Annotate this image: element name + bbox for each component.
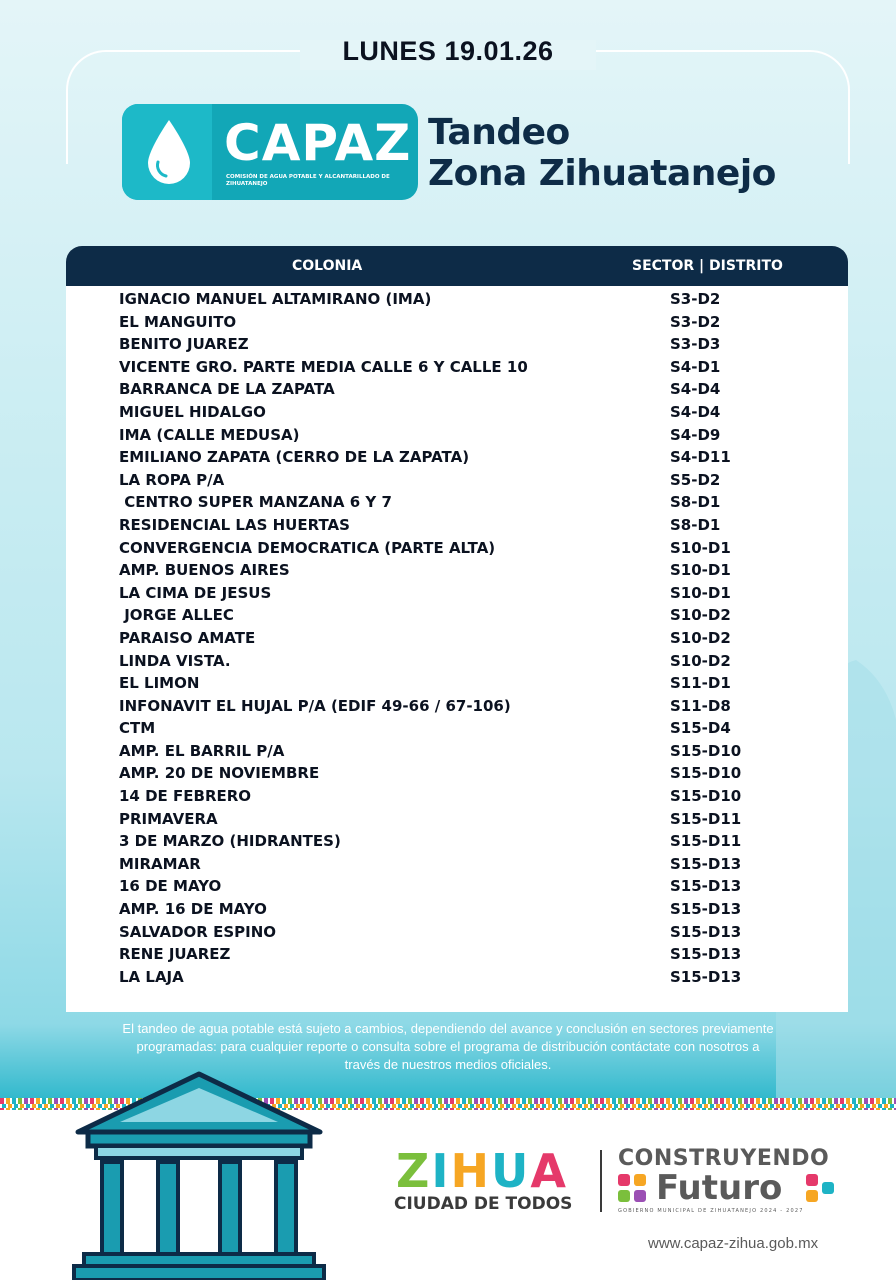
sector-cell: S10-D2: [670, 628, 731, 647]
sector-cell: S5-D2: [670, 470, 721, 489]
capaz-logo: [122, 104, 418, 200]
sector-cell: S15-D13: [670, 900, 742, 919]
zihua-logo: [396, 1144, 568, 1198]
table-row: [66, 832, 848, 855]
colonia-cell: LA ROPA P/A: [119, 470, 225, 489]
colonia-cell: CENTRO SUPER MANZANA 6 Y 7: [119, 493, 392, 512]
colonia-cell: IMA (CALLE MEDUSA): [119, 425, 300, 444]
sector-cell: S10-D1: [670, 583, 731, 602]
zihua-tagline: CIUDAD DE TODOS: [394, 1194, 573, 1214]
table-row: [66, 290, 848, 313]
sector-cell: S4-D9: [670, 425, 721, 444]
sector-cell: S15-D13: [670, 967, 742, 986]
sector-cell: S10-D2: [670, 606, 731, 625]
colonia-cell: PARAISO AMATE: [119, 628, 256, 647]
table-row: [66, 629, 848, 652]
water-drop-icon: [144, 118, 194, 186]
table-row: [66, 719, 848, 742]
sector-cell: S11-D1: [670, 674, 731, 693]
sector-cell: S11-D8: [670, 696, 731, 715]
sector-cell: S10-D1: [670, 538, 731, 557]
website-link[interactable]: www.capaz-zihua.gob.mx: [648, 1235, 819, 1252]
colonia-cell: PRIMAVERA: [119, 809, 218, 828]
sector-cell: S8-D1: [670, 515, 721, 534]
zihua-letter: U: [490, 1144, 531, 1198]
sector-cell: S15-D13: [670, 877, 742, 896]
table-row: [66, 403, 848, 426]
gobierno-caption: GOBIERNO MUNICIPAL DE ZIHUATANEJO 2024 - 2027: [618, 1208, 804, 1214]
sector-cell: S15-D13: [670, 922, 742, 941]
colonia-cell: LA LAJA: [119, 967, 184, 986]
table-row: [66, 674, 848, 697]
colonia-cell: AMP. EL BARRIL P/A: [119, 741, 285, 760]
table-row: [66, 810, 848, 833]
colonia-cell: CONVERGENCIA DEMOCRATICA (PARTE ALTA): [119, 538, 496, 557]
colonia-cell: CTM: [119, 719, 156, 738]
sector-cell: S3-D3: [670, 335, 721, 354]
sector-cell: S3-D2: [670, 312, 721, 331]
table-row: [66, 516, 848, 539]
page-title-line1: Tandeo: [428, 112, 570, 153]
table-row: [66, 606, 848, 629]
color-square-icon: [806, 1174, 818, 1186]
schedule-table: [66, 246, 848, 1012]
colonia-cell: VICENTE GRO. PARTE MEDIA CALLE 6 Y CALLE 10: [119, 357, 528, 376]
zihua-letter: Z: [396, 1144, 432, 1198]
table-row: [66, 448, 848, 471]
colonia-cell: EMILIANO ZAPATA (CERRO DE LA ZAPATA): [119, 448, 470, 467]
table-row: [66, 584, 848, 607]
table-row: [66, 923, 848, 946]
sector-cell: S4-D4: [670, 402, 721, 421]
table-row: [66, 877, 848, 900]
page-date: LUNES 19.01.26: [342, 36, 554, 66]
colonia-cell: BENITO JUAREZ: [119, 335, 249, 354]
colonia-cell: LINDA VISTA.: [119, 651, 231, 670]
sector-cell: S10-D1: [670, 561, 731, 580]
table-row: [66, 945, 848, 968]
table-row: [66, 561, 848, 584]
futuro-text: Futuro: [656, 1168, 783, 1208]
table-row: [66, 855, 848, 878]
colonia-cell: LA CIMA DE JESUS: [119, 583, 272, 602]
sector-cell: S8-D1: [670, 493, 721, 512]
table-row: [66, 697, 848, 720]
sector-cell: S3-D2: [670, 290, 721, 308]
colonia-cell: BARRANCA DE LA ZAPATA: [119, 380, 335, 399]
color-square-icon: [618, 1190, 630, 1202]
logo-brand-text: CAPAZ: [224, 114, 412, 172]
table-row: [66, 335, 848, 358]
colonia-cell: MIGUEL HIDALGO: [119, 402, 266, 421]
column-header-colonia: COLONIA: [292, 258, 363, 274]
sector-cell: S15-D11: [670, 809, 742, 828]
colonia-cell: 14 DE FEBRERO: [119, 787, 252, 806]
table-row: [66, 787, 848, 810]
logo-subtitle: COMISIÓN DE AGUA POTABLE Y ALCANTARILLADO DE ZIHUATANEJO: [226, 174, 390, 187]
table-row: [66, 968, 848, 991]
table-row: [66, 493, 848, 516]
colonia-cell: AMP. 20 DE NOVIEMBRE: [119, 764, 320, 783]
government-building-icon: [70, 1070, 328, 1280]
note-line: programadas: para cualquier reporte o consulta sobre el programa de distribución contáctate con nosotros a: [136, 1039, 760, 1054]
colonia-cell: AMP. 16 DE MAYO: [119, 900, 267, 919]
sector-cell: S4-D1: [670, 357, 721, 376]
zihua-letter: I: [431, 1144, 451, 1198]
colonia-cell: AMP. BUENOS AIRES: [119, 561, 290, 580]
colonia-cell: IGNACIO MANUEL ALTAMIRANO (IMA): [119, 290, 432, 308]
colonia-cell: JORGE ALLEC: [119, 606, 234, 625]
table-row: [66, 652, 848, 675]
zihua-letter: A: [530, 1144, 568, 1198]
sector-cell: S10-D2: [670, 651, 731, 670]
color-square-icon: [822, 1182, 834, 1194]
table-row: [66, 426, 848, 449]
zihua-letter: H: [450, 1144, 491, 1198]
sector-cell: S15-D13: [670, 945, 742, 964]
sector-cell: S15-D4: [670, 719, 731, 738]
colonia-cell: 16 DE MAYO: [119, 877, 222, 896]
color-square-icon: [618, 1174, 630, 1186]
logo-divider: [600, 1150, 602, 1212]
color-square-icon: [634, 1190, 646, 1202]
table-header: [66, 246, 848, 286]
note-line: través de nuestros medios oficiales.: [344, 1057, 552, 1072]
column-header-sector: SECTOR | DISTRITO: [632, 258, 783, 274]
sector-cell: S4-D4: [670, 380, 721, 399]
colonia-cell: EL MANGUITO: [119, 312, 237, 331]
sector-cell: S4-D11: [670, 448, 731, 467]
color-square-icon: [806, 1190, 818, 1202]
table-row: [66, 358, 848, 381]
sector-cell: S15-D10: [670, 787, 742, 806]
page-title-line2: Zona Zihuatanejo: [428, 153, 776, 194]
colonia-cell: MIRAMAR: [119, 854, 201, 873]
color-square-icon: [634, 1174, 646, 1186]
disclaimer-note: [80, 1020, 816, 1074]
sector-cell: S15-D10: [670, 764, 742, 783]
table-row: [66, 313, 848, 336]
colonia-cell: RESIDENCIAL LAS HUERTAS: [119, 515, 350, 534]
sector-cell: S15-D10: [670, 741, 742, 760]
colonia-cell: EL LIMON: [119, 674, 200, 693]
sector-cell: S15-D13: [670, 854, 742, 873]
sector-cell: S15-D11: [670, 832, 742, 851]
note-line: El tandeo de agua potable está sujeto a cambios, dependiendo del avance y conclusión en sectores previamente: [122, 1021, 774, 1036]
table-row: [66, 471, 848, 494]
colonia-cell: INFONAVIT EL HUJAL P/A (EDIF 49-66 / 67-106): [119, 696, 511, 715]
table-row: [66, 764, 848, 787]
table-row: [66, 539, 848, 562]
colonia-cell: 3 DE MARZO (HIDRANTES): [119, 832, 341, 851]
table-body: [66, 290, 848, 990]
table-row: [66, 900, 848, 923]
colonia-cell: SALVADOR ESPINO: [119, 922, 277, 941]
table-row: [66, 742, 848, 765]
colonia-cell: RENE JUAREZ: [119, 945, 231, 964]
construyendo-text: CONSTRUYENDO: [618, 1146, 830, 1171]
table-row: [66, 380, 848, 403]
